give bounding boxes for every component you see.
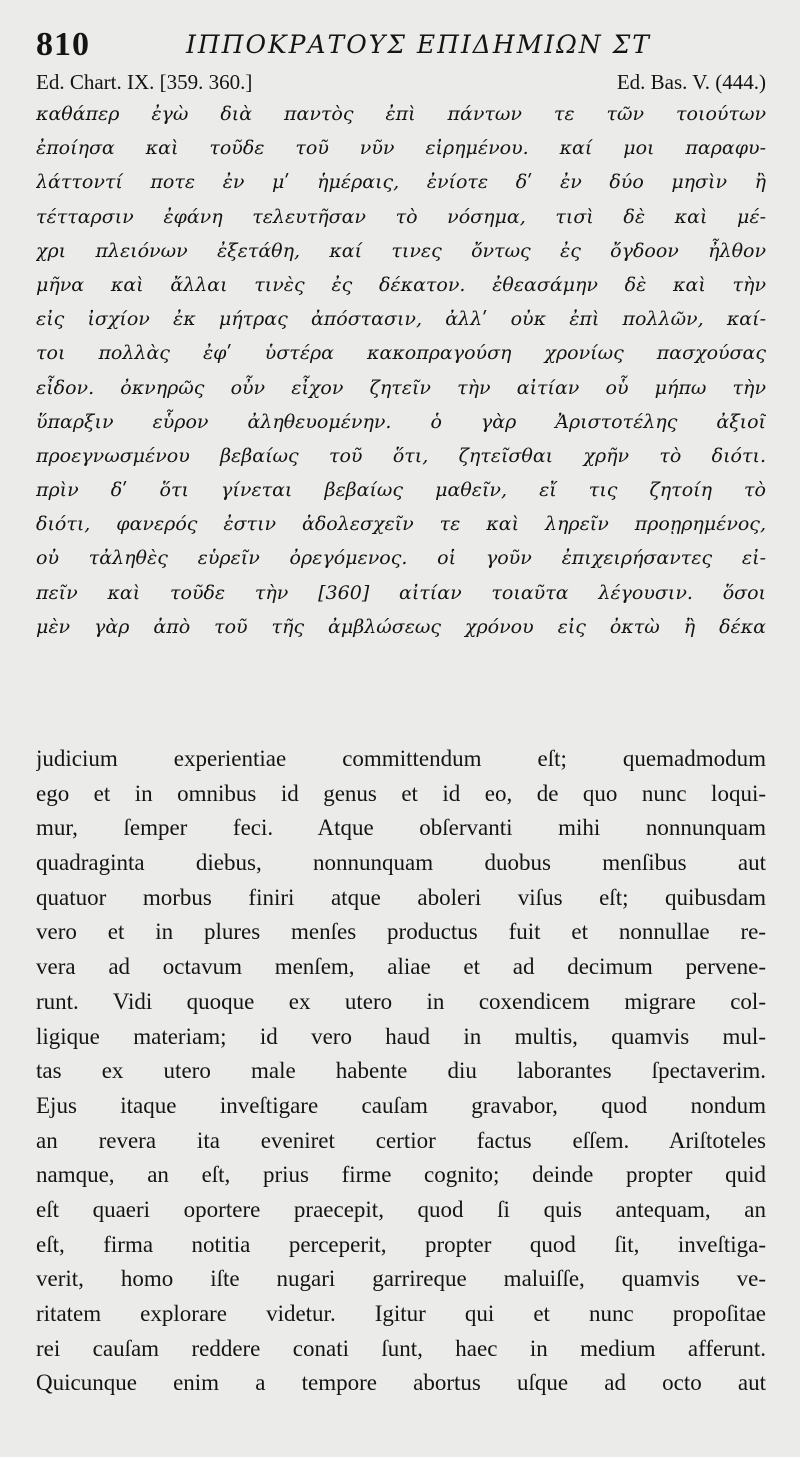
greek-text-block [36, 97, 766, 644]
edition-chart-reference: Ed. Chart. IX. [359. 360.] [36, 70, 253, 94]
latin-text-line: judicium experientiae committendum eſt; quemadmodum [36, 746, 766, 771]
greek-text-line: εἰς ἰσχίον ἐκ μήτρας ἀπόστασιν, ἀλλʹ οὐκ ἐπὶ πολλῶν, καί- [36, 308, 766, 331]
greek-text-line: προεγνωσμένου βεβαίως τοῦ ὅτι, ζητεῖσθαι χρῆν τὸ διότι. [36, 444, 766, 467]
greek-text-line: τοι πολλὰς ἐφʹ ὑστέρα κακοπραγούση χρονίως πασχούσας [36, 342, 766, 365]
edition-reference-line [36, 70, 766, 96]
latin-text-line: rei cauſam reddere conati ſunt, haec in medium afferunt. [36, 1335, 766, 1361]
running-title: ΙΠΠΟΚΡΑΤΟΥΣ ΕΠΙΔΗΜΙΩΝ ΣΤ [186, 30, 651, 59]
greek-text-line: διότι, φανερός ἐστιν ἀδολεσχεῖν τε καὶ ληρεῖν προῃρημένος, [36, 513, 766, 536]
greek-text-line: ὕπαρξιν εὗρον ἀληθευομένην. ὁ γὰρ Ἀριστοτέλης ἀξιοῖ [36, 410, 766, 433]
latin-text-line: verit, homo iſte nugari garrireque maluiſſe, quamvis ve- [36, 1266, 766, 1292]
greek-text-line: μὲν γὰρ ἀπὸ τοῦ τῆς ἀμβλώσεως χρόνου εἰς ὀκτὼ ἢ δέκα [36, 615, 766, 638]
greek-text-line: πρὶν δʹ ὅτι γίνεται βεβαίως μαθεῖν, εἴ τις ζητοίη τὸ [36, 479, 766, 502]
latin-text-line: eſt quaeri oportere praecepit, quod ſi quis antequam, an [36, 1196, 766, 1222]
greek-text-line: χρι πλειόνων ἐξετάθη, καί τινες ὄντως ἐς ὄγδοον ἦλθον [36, 239, 766, 262]
greek-text-line: τέτταρσιν ἐφάνη τελευτῆσαν τὸ νόσημα, τισὶ δὲ καὶ μέ- [36, 205, 766, 228]
latin-text-line: quadraginta diebus, nonnunquam duobus menſibus aut [36, 850, 766, 876]
latin-text-line: vera ad octavum menſem, aliae et ad decimum pervene- [36, 954, 766, 980]
greek-text-line: ἐποίησα καὶ τοῦδε τοῦ νῦν εἰρημένου. καί μοι παραφυ- [36, 137, 766, 160]
page-header [36, 26, 764, 66]
latin-text-line: tas ex utero male habente diu laborantes ſpectaverim. [36, 1058, 766, 1084]
latin-text-line: mur, ſemper feci. Atque obſervanti mihi nonnunquam [36, 815, 766, 841]
latin-text-line: an revera ita eveniret certior factus eſſem. Ariſtoteles [36, 1127, 766, 1153]
latin-text-block [36, 742, 766, 1401]
page-number: 810 [36, 26, 90, 63]
latin-text-line: vero et in plures menſes productus fuit et nonnullae re- [36, 919, 766, 945]
latin-text-line: ritatem explorare videtur. Igitur qui et nunc propoſitae [36, 1301, 766, 1326]
latin-text-line: quatuor morbus finiri atque aboleri viſus eſt; quibusdam [36, 884, 766, 910]
greek-text-line: λάττοντί ποτε ἐν μʹ ἡμέραις, ἐνίοτε δʹ ἐν δύο μησὶν ἢ [36, 171, 766, 194]
latin-text-line: namque, an eſt, prius firme cognito; deinde propter quid [36, 1162, 766, 1188]
greek-text-line: εἶδον. ὀκνηρῶς οὖν εἶχον ζητεῖν τὴν αἰτίαν οὗ μήπω τὴν [36, 376, 766, 399]
latin-text-line: Quicunque enim a tempore abortus uſque ad octo aut [36, 1370, 766, 1396]
greek-text-line: πεῖν καὶ τοῦδε τὴν [360] αἰτίαν τοιαῦτα λέγουσιν. ὅσοι [36, 581, 766, 604]
latin-text-line: eſt, firma notitia perceperit, propter quod ſit, inveſtiga- [36, 1231, 766, 1257]
edition-bas-reference: Ed. Bas. V. (444.) [616, 70, 766, 94]
greek-text-line: μῆνα καὶ ἄλλαι τινὲς ἐς δέκατον. ἐθεασάμην δὲ καὶ τὴν [36, 273, 766, 296]
greek-text-line: καθάπερ ἐγὼ διὰ παντὸς ἐπὶ πάντων τε τῶν τοιούτων [36, 103, 766, 125]
greek-text-line: οὐ τἀληθὲς εὑρεῖν ὀρεγόμενος. οἱ γοῦν ἐπιχειρήσαντες εἰ- [36, 547, 766, 570]
latin-text-line: ligique materiam; id vero haud in multis, quamvis mul- [36, 1023, 766, 1049]
latin-text-line: ego et in omnibus id genus et id eo, de quo nunc loqui- [36, 780, 766, 806]
latin-text-line: runt. Vidi quoque ex utero in coxendicem migrare col- [36, 988, 766, 1014]
latin-text-line: Ejus itaque inveſtigare cauſam gravabor, quod nondum [36, 1092, 766, 1118]
